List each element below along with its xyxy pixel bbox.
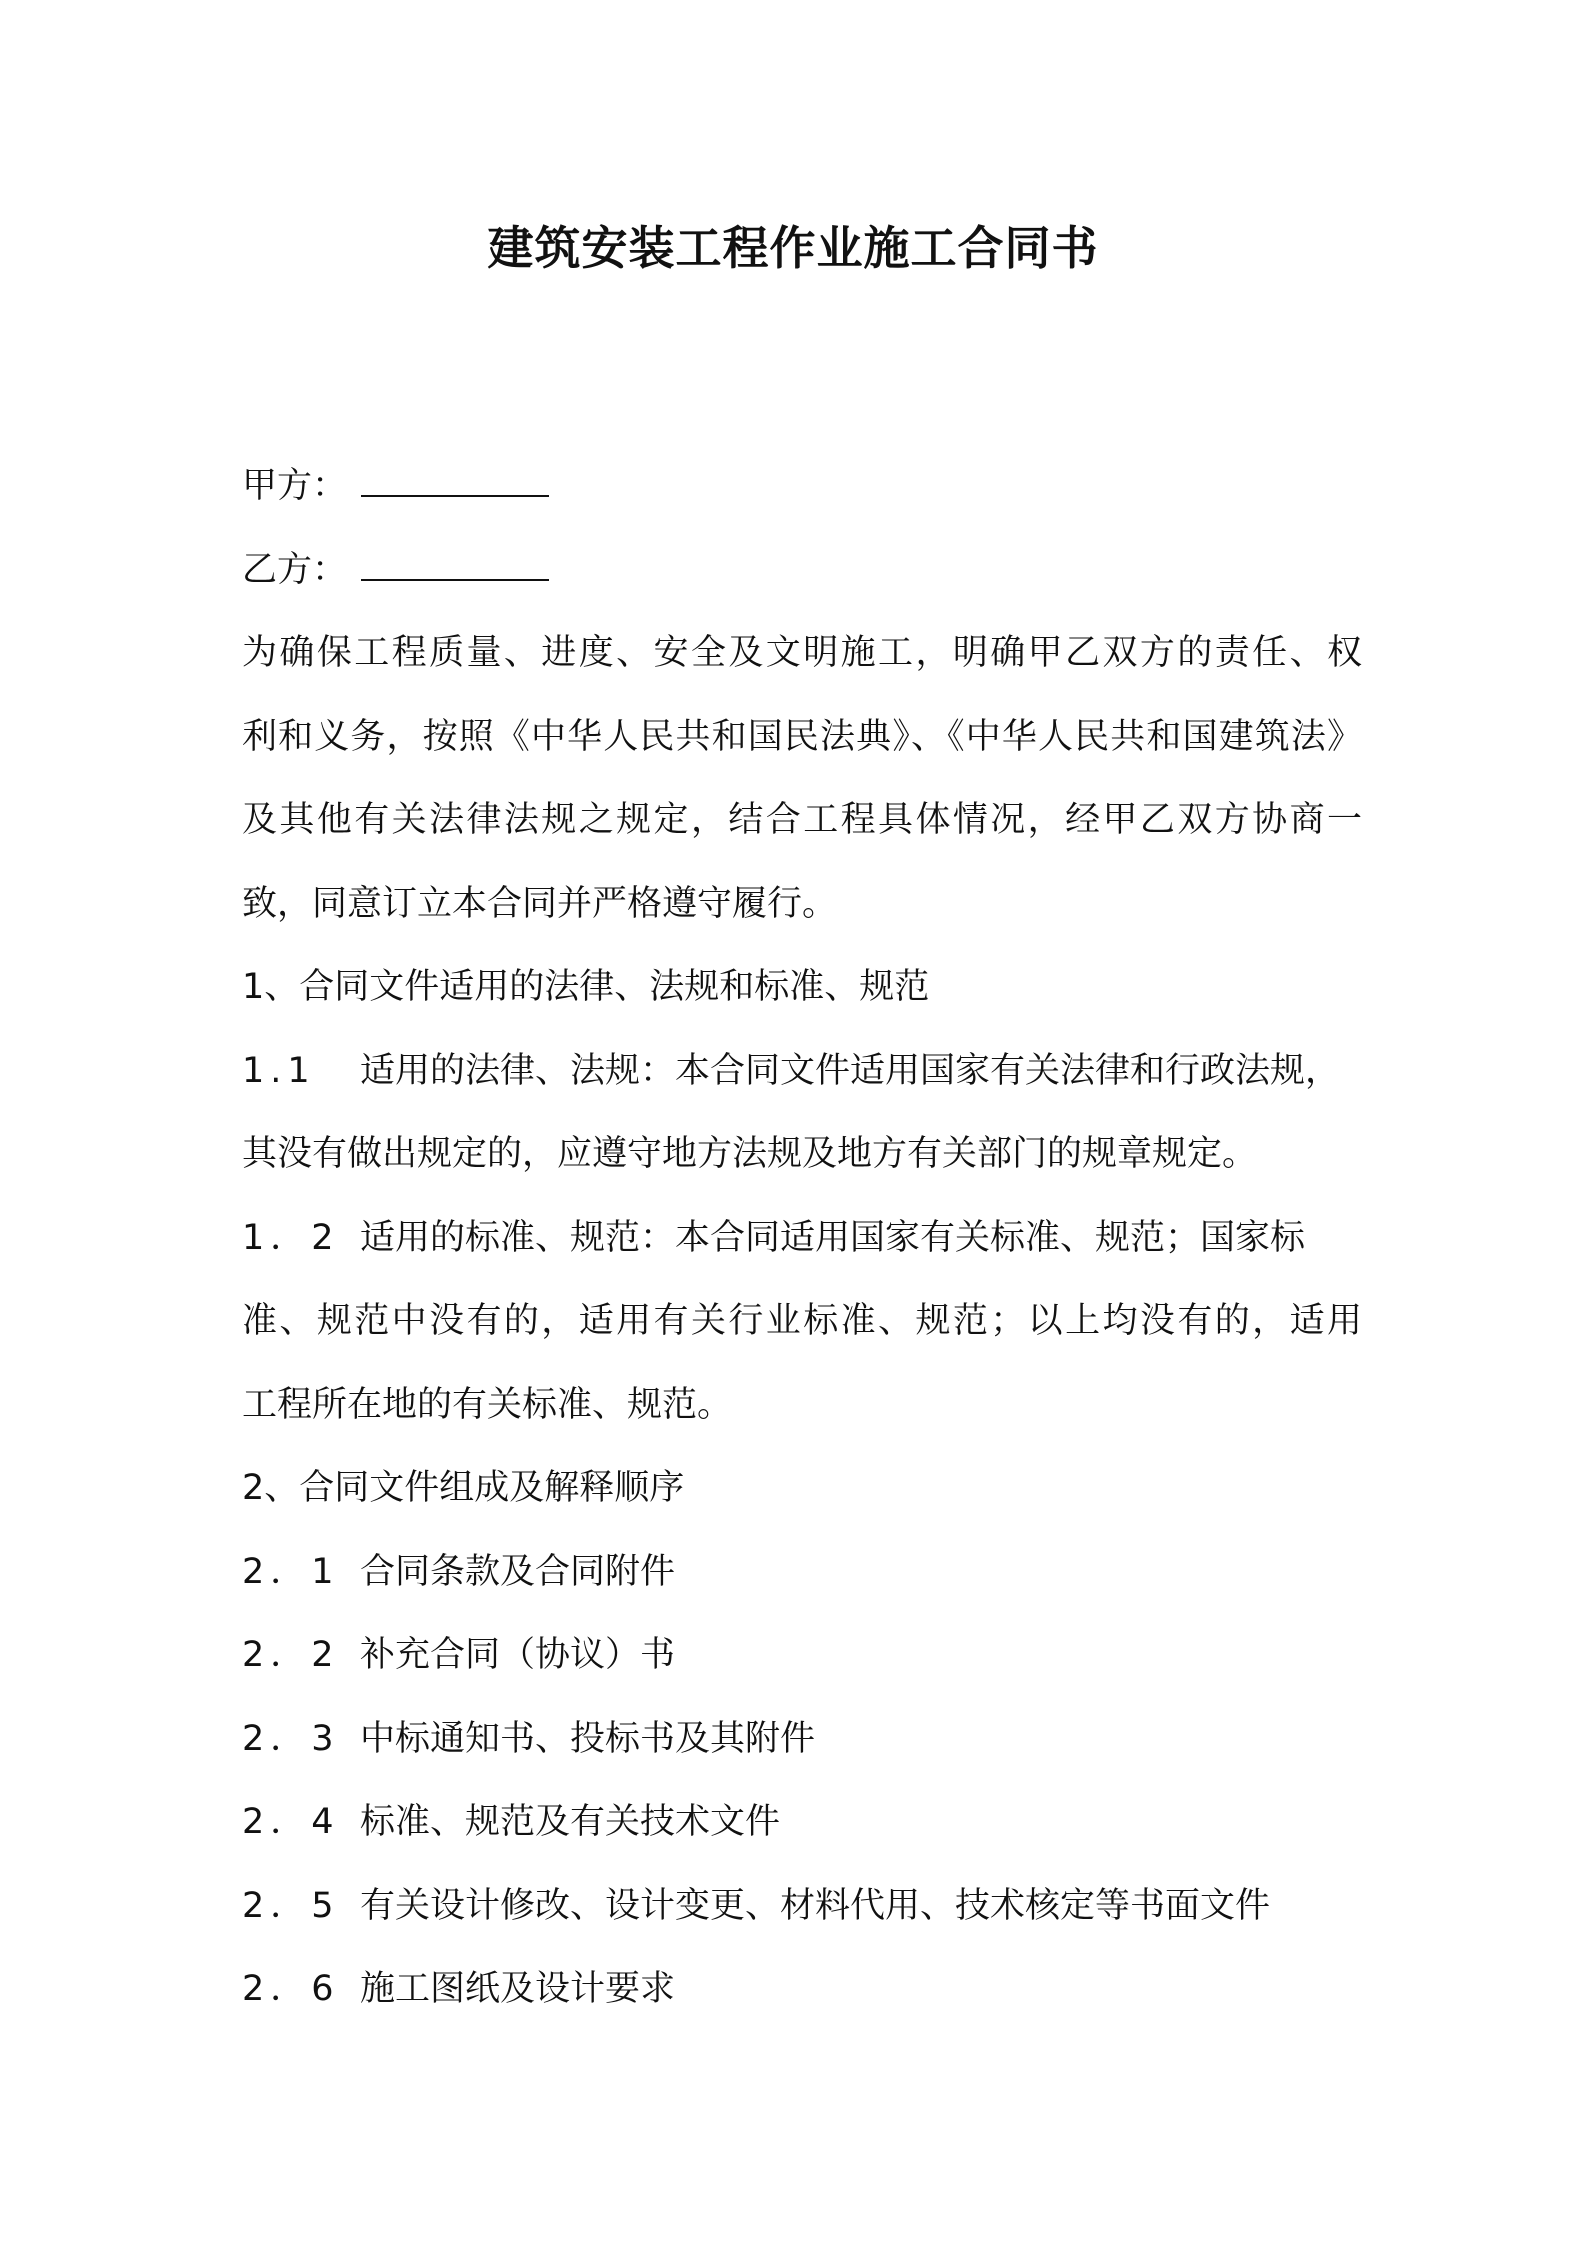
item-2-1-number: 2．1 <box>242 1551 340 1592</box>
list-item <box>242 1948 1362 2032</box>
item-1-1-line-2: 其没有做出规定的，应遵守地方法规及地方有关部门的规章规定。 <box>242 1134 1258 1174</box>
party-b-label: 乙方： <box>242 549 348 590</box>
item-2-3-number: 2．3 <box>242 1718 340 1759</box>
document-body <box>242 445 1362 2032</box>
item-1-2-number: 1．2 <box>242 1217 340 1258</box>
item-2-6-number: 2．6 <box>242 1969 340 2009</box>
item-2-2-number: 2．2 <box>242 1635 340 1675</box>
item-1-2-line-2: 准、规范中没有的，适用有关行业标准、规范；以上均没有的，适用 <box>242 1301 1362 1341</box>
section-2-heading: 2、合同文件组成及解释顺序 <box>242 1468 685 1508</box>
item-2-3-text: 中标通知书、投标书及其附件 <box>360 1718 816 1759</box>
list-item <box>242 1698 1362 1782</box>
party-b-line <box>242 529 1362 613</box>
preamble-line-2: 利和义务，按照《中华人民共和国民法典》、《中华人民共和国建筑法》 <box>242 716 1362 757</box>
preamble-line-4: 致，同意订立本合同并严格遵守履行。 <box>242 883 838 924</box>
item-2-5-text: 有关设计修改、设计变更、材料代用、技术核定等书面文件 <box>360 1885 1271 1926</box>
item-2-2-text: 补充合同（协议）书 <box>360 1635 676 1675</box>
party-b-blank <box>361 549 549 581</box>
item-1-1-text-1: 适用的法律、法规：本合同文件适用国家有关法律和行政法规， <box>360 1050 1341 1091</box>
item-2-5-number: 2．5 <box>242 1885 340 1926</box>
section-1-heading: 1、合同文件适用的法律、法规和标准、规范 <box>242 967 930 1007</box>
item-1-2-line-3: 工程所在地的有关标准、规范。 <box>242 1384 733 1425</box>
list-item <box>242 1865 1362 1949</box>
item-2-4-number: 2．4 <box>242 1802 340 1842</box>
party-a-line <box>242 445 1362 529</box>
item-1-2-text-1: 适用的标准、规范：本合同适用国家有关标准、规范；国家标 <box>360 1217 1306 1258</box>
list-item <box>242 1614 1362 1698</box>
item-2-4-text: 标准、规范及有关技术文件 <box>360 1802 781 1842</box>
party-a-blank <box>361 465 549 497</box>
party-a-label: 甲方： <box>242 466 348 506</box>
list-item <box>242 1781 1362 1865</box>
document-title: 建筑安装工程作业施工合同书 <box>487 221 1099 275</box>
preamble-line-3: 及其他有关法律法规之规定，结合工程具体情况，经甲乙双方协商一 <box>242 800 1362 840</box>
item-1-1-number: 1.1 <box>242 1050 316 1091</box>
item-2-6-text: 施工图纸及设计要求 <box>360 1969 676 2009</box>
list-item <box>242 1531 1362 1615</box>
item-1-1-line-1 <box>242 1030 1362 1114</box>
item-1-2-line-1 <box>242 1197 1362 1281</box>
preamble-line-1: 为确保工程质量、进度、安全及文明施工，明确甲乙双方的责任、权 <box>242 633 1362 673</box>
item-2-1-text: 合同条款及合同附件 <box>360 1551 676 1592</box>
